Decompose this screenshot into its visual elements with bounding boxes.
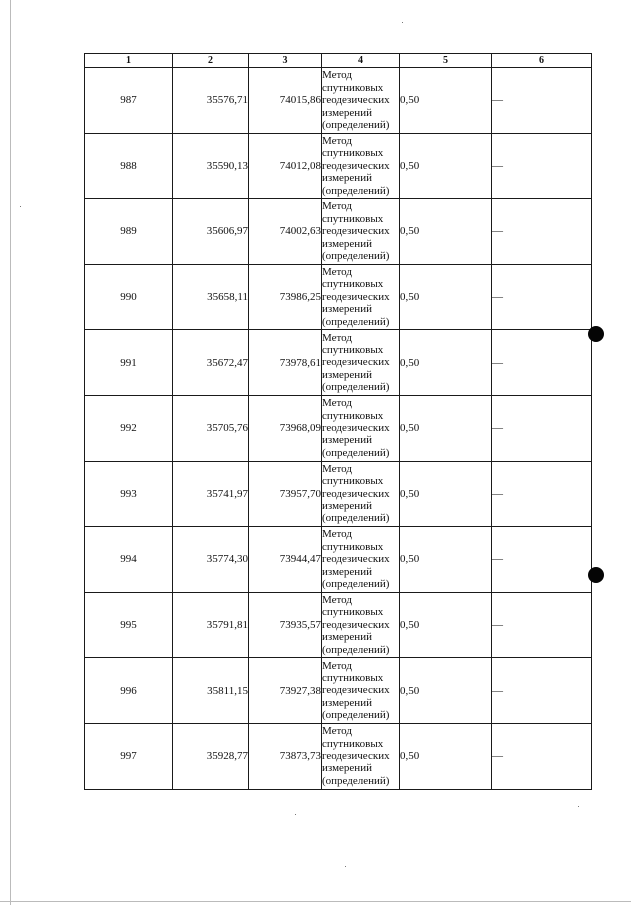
method-text-line: спутниковых — [322, 278, 384, 291]
coordinate-x: 35576,71 — [173, 68, 249, 134]
method-text-line: спутниковых — [322, 606, 384, 619]
method-text-line: геодезических — [322, 225, 390, 238]
method-cell — [322, 330, 400, 396]
table-row — [85, 199, 592, 265]
point-number: 991 — [85, 330, 173, 396]
table-row — [85, 658, 592, 724]
scan-edge-left — [10, 0, 11, 905]
coordinate-y: 73873,73 — [249, 723, 322, 789]
method-text-line: спутниковых — [322, 344, 384, 357]
coordinate-y: 73944,47 — [249, 527, 322, 593]
method-text-line: геодезических — [322, 290, 390, 303]
coordinate-x: 35590,13 — [173, 133, 249, 199]
coordinate-y: 73978,61 — [249, 330, 322, 396]
point-number: 989 — [85, 199, 173, 265]
coordinate-x: 35606,97 — [173, 199, 249, 265]
method-text-line: спутниковых — [322, 540, 384, 553]
coordinate-y: 74012,08 — [249, 133, 322, 199]
method-cell — [322, 592, 400, 658]
table-row — [85, 395, 592, 461]
method-text-line: измерений — [322, 368, 372, 381]
table-row — [85, 330, 592, 396]
method-text-line: измерений — [322, 565, 372, 578]
column-header-1: 1 — [85, 54, 173, 68]
point-number: 990 — [85, 264, 173, 330]
method-cell — [322, 658, 400, 724]
point-number: 993 — [85, 461, 173, 527]
method-text-line: спутниковых — [322, 147, 384, 160]
note-cell — [492, 330, 592, 396]
method-text-line: (определений) — [322, 446, 390, 459]
coordinate-x: 35658,11 — [173, 264, 249, 330]
method-cell — [322, 68, 400, 134]
method-text-line: геодезических — [322, 356, 390, 369]
note-cell — [492, 527, 592, 593]
method-text-line: (определений) — [322, 709, 390, 722]
table-row — [85, 264, 592, 330]
table-row — [85, 133, 592, 199]
accuracy-value: 0,50 — [400, 330, 492, 396]
coordinate-x: 35672,47 — [173, 330, 249, 396]
point-number: 995 — [85, 592, 173, 658]
accuracy-value: 0,50 — [400, 68, 492, 134]
method-text-line: геодезических — [322, 553, 390, 566]
method-text-line: Метод — [322, 134, 352, 147]
method-cell — [322, 461, 400, 527]
method-text-line: (определений) — [322, 578, 390, 591]
method-text-line: Метод — [322, 266, 352, 279]
coordinates-table — [84, 53, 592, 790]
method-text-line: измерений — [322, 106, 372, 119]
method-text-line: (определений) — [322, 118, 390, 131]
note-dash: — — [492, 225, 503, 238]
coordinate-x: 35791,81 — [173, 592, 249, 658]
method-text-line: измерений — [322, 762, 372, 775]
method-cell — [322, 264, 400, 330]
method-text-line: геодезических — [322, 487, 390, 500]
coordinate-y: 74015,86 — [249, 68, 322, 134]
column-header-3: 3 — [249, 54, 322, 68]
coordinate-y: 73935,57 — [249, 592, 322, 658]
method-text-line: спутниковых — [322, 475, 384, 488]
method-text-line: Метод — [322, 659, 352, 672]
note-dash: — — [492, 94, 503, 107]
note-dash: — — [492, 291, 503, 304]
method-text-line: Метод — [322, 200, 352, 213]
table-body — [85, 68, 592, 790]
method-text-line: Метод — [322, 725, 352, 738]
accuracy-value: 0,50 — [400, 133, 492, 199]
method-text-line: геодезических — [322, 618, 390, 631]
method-text-line: измерений — [322, 303, 372, 316]
coordinate-x: 35928,77 — [173, 723, 249, 789]
coordinate-y: 73986,25 — [249, 264, 322, 330]
method-text-line: (определений) — [322, 643, 390, 656]
method-text-line: (определений) — [322, 512, 390, 525]
method-cell — [322, 723, 400, 789]
note-cell — [492, 395, 592, 461]
punch-hole — [588, 326, 604, 342]
method-text-line: геодезических — [322, 159, 390, 172]
table-row — [85, 592, 592, 658]
punch-hole — [588, 567, 604, 583]
method-text-line: Метод — [322, 397, 352, 410]
method-text-line: спутниковых — [322, 737, 384, 750]
accuracy-value: 0,50 — [400, 527, 492, 593]
method-text-line: Метод — [322, 528, 352, 541]
method-text-line: спутниковых — [322, 672, 384, 685]
method-text-line: измерений — [322, 237, 372, 250]
note-cell — [492, 68, 592, 134]
coordinate-x: 35811,15 — [173, 658, 249, 724]
method-cell — [322, 395, 400, 461]
method-text-line: Метод — [322, 594, 352, 607]
method-text-line: спутниковых — [322, 212, 384, 225]
note-cell — [492, 592, 592, 658]
accuracy-value: 0,50 — [400, 723, 492, 789]
method-cell — [322, 199, 400, 265]
note-dash: — — [492, 487, 503, 500]
coordinate-x: 35774,30 — [173, 527, 249, 593]
method-text-line: спутниковых — [322, 409, 384, 422]
note-dash: — — [492, 684, 503, 697]
note-dash: — — [492, 356, 503, 369]
method-text-line: измерений — [322, 172, 372, 185]
method-text-line: измерений — [322, 434, 372, 447]
note-cell — [492, 264, 592, 330]
coordinate-x: 35705,76 — [173, 395, 249, 461]
coordinate-y: 73957,70 — [249, 461, 322, 527]
accuracy-value: 0,50 — [400, 592, 492, 658]
note-cell — [492, 461, 592, 527]
note-dash: — — [492, 619, 503, 632]
table-row — [85, 527, 592, 593]
method-text-line: (определений) — [322, 315, 390, 328]
method-text-line: геодезических — [322, 422, 390, 435]
point-number: 994 — [85, 527, 173, 593]
note-cell — [492, 658, 592, 724]
point-number: 996 — [85, 658, 173, 724]
method-text-line: Метод — [322, 462, 352, 475]
method-text-line: измерений — [322, 631, 372, 644]
method-text-line: (определений) — [322, 381, 390, 394]
scan-speck — [402, 22, 403, 23]
coordinate-y: 73927,38 — [249, 658, 322, 724]
column-header-6: 6 — [492, 54, 592, 68]
scan-speck — [578, 806, 579, 807]
point-number: 987 — [85, 68, 173, 134]
note-dash: — — [492, 750, 503, 763]
coordinate-x: 35741,97 — [173, 461, 249, 527]
method-cell — [322, 133, 400, 199]
note-cell — [492, 199, 592, 265]
accuracy-value: 0,50 — [400, 658, 492, 724]
table-row — [85, 461, 592, 527]
accuracy-value: 0,50 — [400, 264, 492, 330]
accuracy-value: 0,50 — [400, 461, 492, 527]
note-cell — [492, 723, 592, 789]
method-text-line: (определений) — [322, 774, 390, 787]
accuracy-value: 0,50 — [400, 199, 492, 265]
table-header-row — [85, 54, 592, 68]
method-text-line: измерений — [322, 696, 372, 709]
column-header-2: 2 — [173, 54, 249, 68]
table-row — [85, 723, 592, 789]
method-text-line: (определений) — [322, 250, 390, 263]
method-text-line: Метод — [322, 331, 352, 344]
scan-speck — [345, 866, 346, 867]
note-dash: — — [492, 553, 503, 566]
method-text-line: геодезических — [322, 750, 390, 763]
scan-speck — [295, 814, 296, 815]
column-header-4: 4 — [322, 54, 400, 68]
note-dash: — — [492, 159, 503, 172]
method-cell — [322, 527, 400, 593]
method-text-line: (определений) — [322, 184, 390, 197]
note-cell — [492, 133, 592, 199]
column-header-5: 5 — [400, 54, 492, 68]
method-text-line: Метод — [322, 69, 352, 82]
table-row — [85, 68, 592, 134]
method-text-line: геодезических — [322, 684, 390, 697]
accuracy-value: 0,50 — [400, 395, 492, 461]
method-text-line: геодезических — [322, 94, 390, 107]
method-text-line: измерений — [322, 500, 372, 513]
point-number: 997 — [85, 723, 173, 789]
note-dash: — — [492, 422, 503, 435]
method-text-line: спутниковых — [322, 81, 384, 94]
point-number: 992 — [85, 395, 173, 461]
scan-edge-bottom — [0, 901, 631, 902]
coordinate-y: 73968,09 — [249, 395, 322, 461]
coordinate-y: 74002,63 — [249, 199, 322, 265]
scan-speck — [20, 206, 21, 207]
point-number: 988 — [85, 133, 173, 199]
